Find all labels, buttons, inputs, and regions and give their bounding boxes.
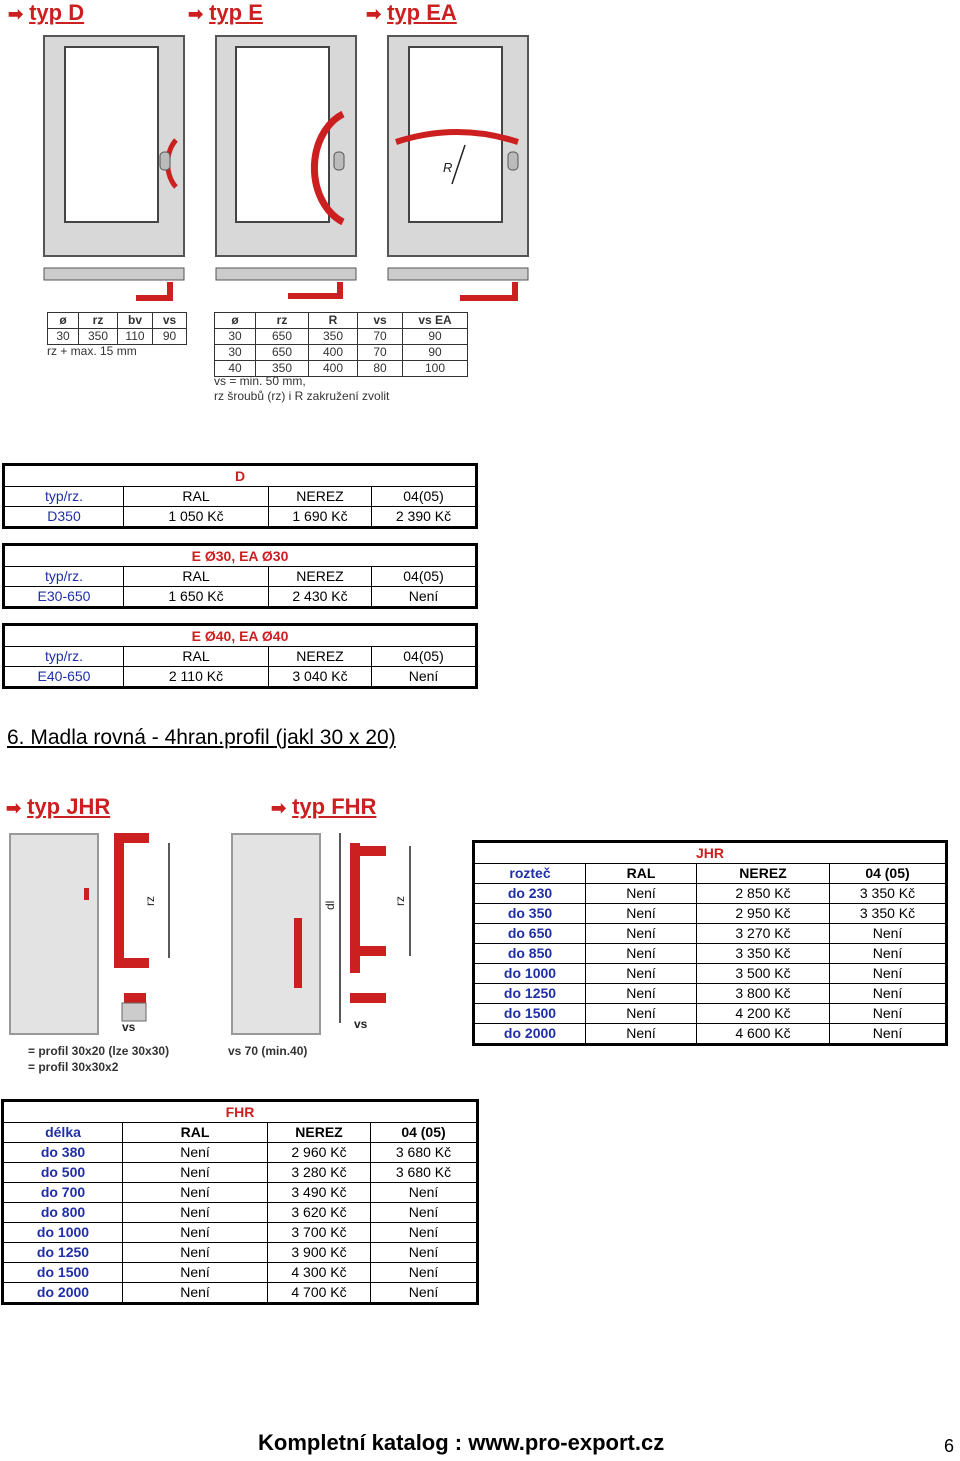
price-table-e30	[2, 543, 478, 609]
table-cell: do 1250	[503, 985, 557, 1001]
table-row: E30-650 1 650 Kč 2 430 Kč Není	[5, 586, 475, 606]
table-cell: do 1000	[503, 965, 557, 981]
table-title: FHR	[225, 1104, 255, 1120]
table-row	[475, 1023, 945, 1043]
table-row	[475, 943, 945, 963]
table-cell: 3 350 Kč	[696, 944, 829, 963]
table-cell: do 1000	[36, 1224, 90, 1240]
table-row	[475, 923, 945, 943]
table-cell: rozteč	[509, 865, 551, 881]
table-row	[475, 903, 945, 923]
spec-e-note-1: vs = min. 50 mm,	[214, 374, 306, 388]
spec-table-d: ø rz bv vs 30 350 110 90	[47, 312, 187, 345]
heading-typ-d: ➡ typ D	[8, 0, 85, 25]
table-header-row: typ/rz. RAL NEREZ 04(05)	[5, 646, 475, 666]
table-cell: 4 300 Kč	[267, 1263, 370, 1282]
heading-typ-jhr: ➡ typ JHR	[6, 794, 111, 819]
table-cell: 3 620 Kč	[267, 1203, 370, 1222]
table-row	[4, 1162, 476, 1182]
table-row	[4, 1142, 476, 1162]
rz-label: rz	[143, 896, 157, 906]
table-cell: 3 280 Kč	[267, 1163, 370, 1182]
table-cell: 3 680 Kč	[370, 1143, 476, 1162]
vs-note: vs 70 (min.40)	[228, 1044, 308, 1058]
legend-profile-1: = profil 30x20 (lze 30x30)	[28, 1044, 170, 1058]
price-table-d	[2, 463, 478, 529]
table-title: JHR	[695, 845, 724, 861]
table-cell: Není	[122, 1163, 267, 1182]
jhr-drawing	[10, 833, 169, 1034]
table-cell: Není	[829, 1024, 945, 1043]
table-cell: Není	[585, 964, 696, 983]
table-cell: 3 350 Kč	[829, 904, 945, 923]
arrow-right-icon: ➡	[188, 4, 204, 24]
table-cell: 4 600 Kč	[696, 1024, 829, 1043]
section-title: 6. Madla rovná - 4hran.profil (jakl 30 x 20)	[7, 726, 396, 749]
table-cell: Není	[829, 964, 945, 983]
table-cell: 2 960 Kč	[267, 1143, 370, 1162]
table-cell: Není	[585, 944, 696, 963]
price-table-fhr	[1, 1099, 479, 1305]
door-handle-drawings	[40, 32, 535, 307]
fhr-drawing	[232, 833, 410, 1034]
table-cell: 04 (05)	[370, 1123, 476, 1142]
table-title: E Ø40, EA Ø40	[191, 628, 289, 644]
table-cell: do 800	[40, 1204, 86, 1220]
table-cell: Není	[370, 1203, 476, 1222]
table-cell: Není	[585, 924, 696, 943]
table-cell: do 2000	[36, 1284, 90, 1300]
arrow-right-icon: ➡	[8, 4, 24, 24]
door-d-drawing	[44, 36, 184, 298]
table-cell: 2 950 Kč	[696, 904, 829, 923]
table-cell: 3 800 Kč	[696, 984, 829, 1003]
table-cell: Není	[122, 1243, 267, 1262]
price-table-e40	[2, 623, 478, 689]
table-cell: RAL	[122, 1123, 267, 1142]
table-cell: Není	[829, 984, 945, 1003]
table-header-row: typ/rz. RAL NEREZ 04(05)	[5, 566, 475, 586]
table-cell: Není	[122, 1223, 267, 1242]
table-cell: NEREZ	[696, 864, 829, 883]
arrow-right-icon: ➡	[271, 798, 287, 818]
table-row	[4, 1182, 476, 1202]
table-cell: Není	[370, 1243, 476, 1262]
table-cell: 3 270 Kč	[696, 924, 829, 943]
spec-table-e: ø rz R vs vs EA 30 650 350 70 90 30 650 400 70 90 40 350 400 80 100	[214, 312, 468, 377]
table-cell: do 1500	[36, 1264, 90, 1280]
table-cell: Není	[585, 904, 696, 923]
straight-handle-drawings	[4, 828, 454, 1078]
table-row: E40-650 2 110 Kč 3 040 Kč Není	[5, 666, 475, 686]
table-cell: Není	[122, 1263, 267, 1282]
table-row	[4, 1202, 476, 1222]
table-header-row: typ/rz. RAL NEREZ 04(05)	[5, 486, 475, 506]
heading-typ-fhr: ➡ typ FHR	[271, 794, 377, 819]
vs-label: vs	[122, 1020, 136, 1034]
table-cell: NEREZ	[267, 1123, 370, 1142]
table-title: E Ø30, EA Ø30	[191, 548, 289, 564]
radius-label: R	[443, 160, 453, 175]
table-row	[4, 1282, 476, 1302]
table-cell: Není	[122, 1203, 267, 1222]
table-row	[475, 963, 945, 983]
table-cell: do 1500	[503, 1005, 557, 1021]
footer-catalog-link[interactable]: Kompletní katalog : www.pro-export.cz	[258, 1430, 665, 1455]
table-cell: do 350	[507, 905, 553, 921]
table-cell: Není	[370, 1223, 476, 1242]
table-cell: do 500	[40, 1164, 86, 1180]
table-cell: do 1250	[36, 1244, 90, 1260]
table-cell: 3 700 Kč	[267, 1223, 370, 1242]
table-cell: do 650	[507, 925, 553, 941]
table-row	[475, 883, 945, 903]
door-e-drawing	[216, 36, 356, 296]
dl-label: dl	[323, 900, 337, 910]
rz-label: rz	[393, 896, 407, 906]
heading-typ-ea: ➡ typ EA	[366, 0, 457, 25]
table-cell: 3 680 Kč	[370, 1163, 476, 1182]
table-cell: 4 700 Kč	[267, 1283, 370, 1302]
vs-label: vs	[354, 1017, 368, 1031]
table-cell: Není	[585, 1024, 696, 1043]
table-cell: Není	[829, 944, 945, 963]
legend-profile-2: = profil 30x30x2	[28, 1060, 119, 1074]
page-number: 6	[944, 1436, 955, 1456]
heading-typ-e: ➡ typ E	[188, 0, 263, 25]
table-cell: Není	[829, 924, 945, 943]
table-title: D	[234, 468, 246, 484]
table-cell: délka	[45, 1124, 81, 1140]
table-row	[4, 1242, 476, 1262]
spec-e-note-2: rz šroubů (rz) i R zakružení zvolit	[214, 389, 390, 403]
table-row	[475, 1003, 945, 1023]
table-cell: do 700	[40, 1184, 86, 1200]
table-row	[475, 983, 945, 1003]
spec-d-note: rz + max. 15 mm	[47, 344, 137, 358]
table-cell: 2 850 Kč	[696, 884, 829, 903]
table-cell: do 2000	[503, 1025, 557, 1041]
table-cell: do 380	[40, 1144, 86, 1160]
table-cell: Není	[829, 1004, 945, 1023]
door-ea-drawing	[388, 36, 528, 298]
table-cell: Není	[585, 984, 696, 1003]
table-cell: Není	[370, 1263, 476, 1282]
table-cell: do 230	[507, 885, 553, 901]
table-cell: RAL	[585, 864, 696, 883]
table-cell: Není	[585, 1004, 696, 1023]
table-header-row	[4, 1122, 476, 1142]
table-cell: Není	[370, 1283, 476, 1302]
table-cell: 3 500 Kč	[696, 964, 829, 983]
table-cell: Není	[122, 1283, 267, 1302]
table-cell: 4 200 Kč	[696, 1004, 829, 1023]
table-header-row	[475, 863, 945, 883]
table-row: D350 1 050 Kč 1 690 Kč 2 390 Kč	[5, 506, 475, 526]
table-cell: 04 (05)	[829, 864, 945, 883]
table-cell: Není	[122, 1143, 267, 1162]
table-cell: Není	[370, 1183, 476, 1202]
table-row	[4, 1262, 476, 1282]
price-table-jhr	[472, 840, 948, 1046]
arrow-right-icon: ➡	[366, 4, 382, 24]
table-cell: do 850	[507, 945, 553, 961]
table-cell: 3 350 Kč	[829, 884, 945, 903]
arrow-right-icon: ➡	[6, 798, 22, 818]
table-cell: 3 490 Kč	[267, 1183, 370, 1202]
table-cell: Není	[122, 1183, 267, 1202]
table-row	[4, 1222, 476, 1242]
table-cell: 3 900 Kč	[267, 1243, 370, 1262]
table-cell: Není	[585, 884, 696, 903]
